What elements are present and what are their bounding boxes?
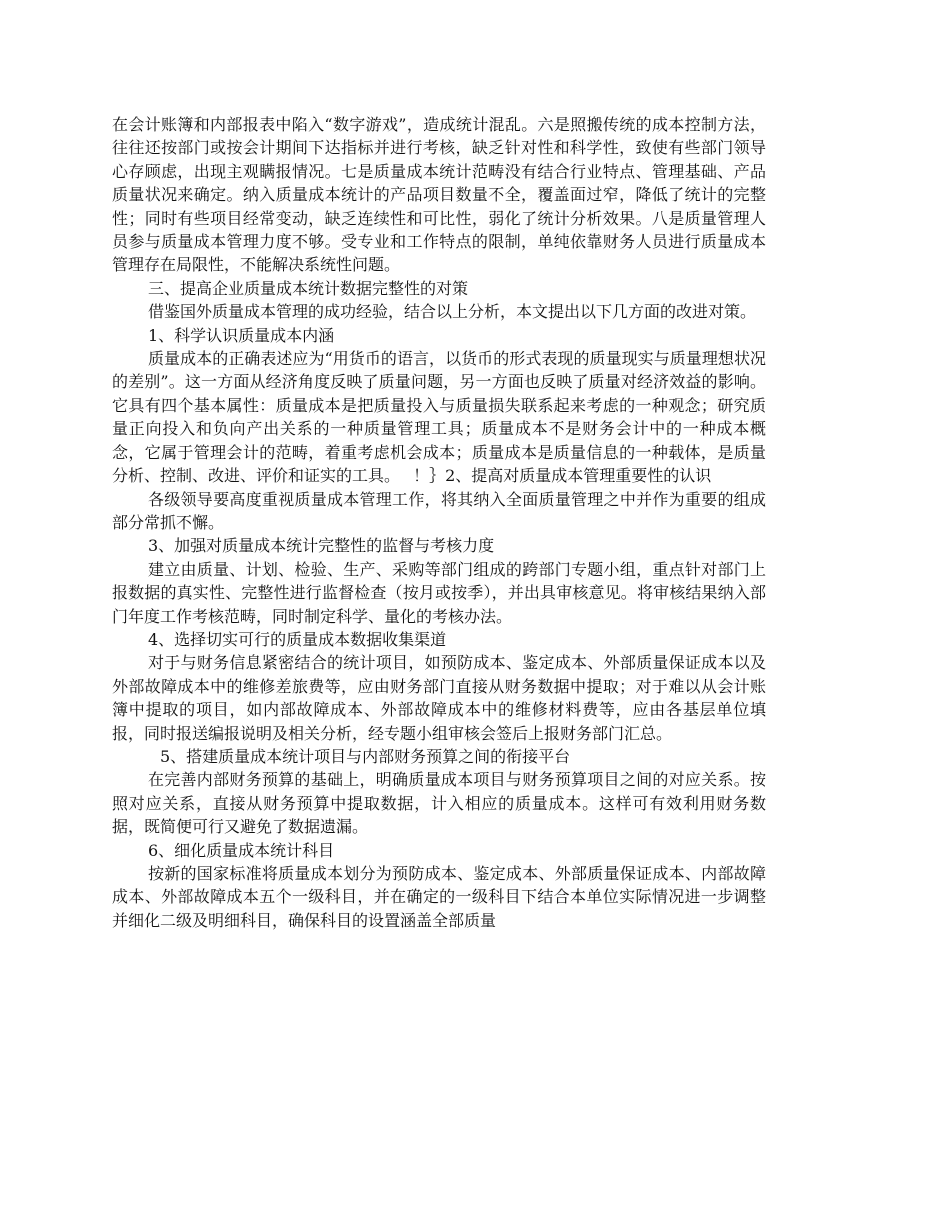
body-paragraph: 建立由质量、计划、检验、生产、采购等部门组成的跨部门专题小组，重点针对部门上报数据的真实性、完整性进行监督检查（按月或按季），并出具审核意见。将审核结果纳入部门年度工作考核范畴，同时制定科学、量化的考核办法。: [112, 559, 766, 626]
body-paragraph: 在完善内部财务预算的基础上，明确质量成本项目与财务预算项目之间的对应关系。按照对应关系，直接从财务预算中提取数据，计入相应的质量成本。这样可有效利用财务数据，既简便可行又避免了数据遗漏。: [112, 770, 766, 837]
subsection-heading: 4、选择切实可行的质量成本数据收集渠道: [148, 629, 447, 649]
subsection-heading: 5、搭建质量成本统计项目与内部财务预算之间的衔接平台: [160, 746, 571, 766]
subsection-heading: 3、加强对质量成本统计完整性的监督与考核力度: [148, 536, 495, 556]
body-paragraph: 在会计账簿和内部报表中陷入“数字游戏”，造成统计混乱。六是照搬传统的成本控制方法，往往还按部门或按会计期间下达指标并进行考核，缺乏针对性和科学性，致使有些部门领导心存顾虑，出现主观瞒报情况。七是质量成本统计范畴没有结合行业特点、管理基础、产品质量状况来确定。纳入质量成本统计的产品项目数量不全，覆盖面过窄，降低了统计的完整性；同时有些项目经常变动，缺乏连续性和可比性，弱化了统计分析效果。八是质量管理人员参与质量成本管理力度不够。受专业和工作特点的限制，单纯依靠财务人员进行质量成本管理存在局限性，不能解决系统性问题。: [112, 115, 766, 275]
document-page: [112, 113, 766, 932]
body-paragraph: 质量成本的正确表述应为“用货币的语言，以货币的形式表现的质量现实与质量理想状况的差别”。这一方面从经济角度反映了质量问题，另一方面也反映了质量对经济效益的影响。它具有四个基本属性：质量成本是把质量投入与质量损失联系起来考虑的一种观念；研究质量正向投入和负向产出关系的一种质量管理工具；质量成本不是财务会计中的一种成本概念，它属于管理会计的范畴，着重考虑机会成本；质量成本是质量信息的一种载体，是质量分析、控制、改进、评价和证实的工具。 ！｝2、提高对质量成本管理重要性的认识: [112, 349, 766, 486]
subsection-heading: 1、科学认识质量成本内涵: [148, 325, 335, 345]
body-paragraph: 对于与财务信息紧密结合的统计项目，如预防成本、鉴定成本、外部质量保证成本以及外部故障成本中的维修差旅费等，应由财务部门直接从财务数据中提取；对于难以从会计账簿中提取的项目，如内部故障成本、外部故障成本中的维修材料费等，应由各基层单位填报，同时报送编报说明及相关分析，经专题小组审核会签后上报财务部门汇总。: [112, 653, 766, 743]
body-paragraph: 各级领导要高度重视质量成本管理工作，将其纳入全面质量管理之中并作为重要的组成部分常抓不懈。: [112, 489, 766, 532]
section-heading: 三、提高企业质量成本统计数据完整性的对策: [148, 278, 469, 298]
body-paragraph: 借鉴国外质量成本管理的成功经验，结合以上分析，本文提出以下几方面的改进对策。: [148, 302, 757, 322]
subsection-heading: 6、细化质量成本统计科目: [148, 840, 335, 860]
body-paragraph: 按新的国家标准将质量成本划分为预防成本、鉴定成本、外部质量保证成本、内部故障成本、外部故障成本五个一级科目，并在确定的一级科目下结合本单位实际情况进一步调整并细化二级及明细科目，确保科目的设置涵盖全部质量: [112, 864, 766, 930]
